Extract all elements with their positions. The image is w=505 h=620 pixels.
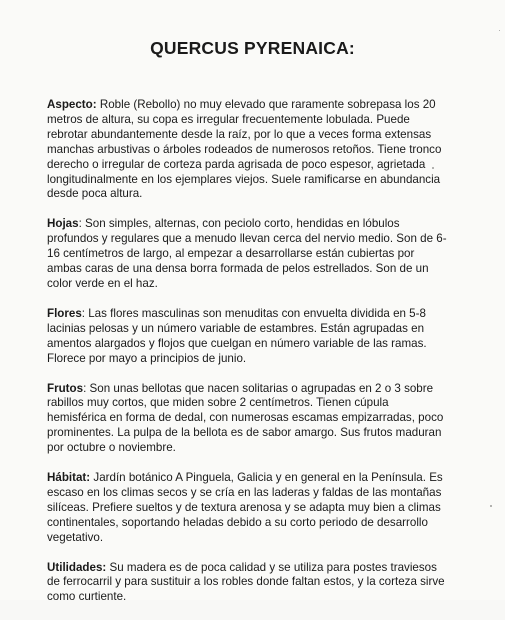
section-text-habitat: Jardín botánico A Pinguela, Galicia y en general en la Península. Es escaso en los climas secos y se cría en las laderas y faldas de las montañas silíceas. Prefiere sueltos y de textura arenosa y se adapta muy bien a climas continentales, soportando heladas debido a su corto periodo de desarrollo vegetativo. [47, 471, 443, 544]
section-text-frutos: : Son unas bellotas que nacen solitarias o agrupadas en 2 o 3 sobre rabillos muy cortos, que miden sobre 2 centímetros. Tienen cúpula hemisférica en forma de dedal, con numerosas escamas empizarradas, poco prominentes. La pulpa de la bellota es de sabor amargo. Sus frutos maduran por octubre o noviembre. [47, 381, 444, 455]
section-flores [47, 307, 447, 367]
document-title: QUERCUS PYRENAICA: [150, 38, 355, 58]
scan-speck [490, 505, 492, 507]
section-label-frutos: Frutos [47, 381, 84, 395]
document-body [47, 98, 447, 620]
section-label-hojas: Hojas [47, 217, 79, 231]
scan-speck [432, 167, 434, 169]
section-utilidades [47, 561, 447, 606]
section-habitat [47, 471, 447, 546]
section-text-flores: : Las flores masculinas son menuditas con envuelta dividida en 5-8 lacinias pelosas y un número variable de estambres. Están agrupadas en amentos alargados y flojos que cuelgan en número variable de las ramas. Florece por mayo a principios de junio. [47, 306, 427, 365]
section-label-flores: Flores [47, 306, 82, 320]
section-label-habitat: Hábitat: [47, 471, 91, 485]
section-frutos [47, 382, 447, 457]
section-hojas [47, 217, 447, 292]
section-label-aspecto: Aspecto: [47, 98, 97, 111]
section-text-aspecto: Roble (Rebollo) no muy elevado que raramente sobrepasa los 20 metros de altura, su copa es irregular frecuentemente lobulada. Puede rebrotar abundantemente desde la raíz, por lo que a veces forma extensas manchas arbustivas o árboles rodeados de numerosos retoños. Tiene tronco derecho o irregular de corteza parda agrisada de poco espesor, agrietada longitudinalmente en los ejemplares viejos. Suele ramificarse en abundancia desde poca altura. [47, 98, 442, 201]
scan-speck [499, 30, 500, 31]
section-text-utilidades: Su madera es de poca calidad y se utiliza para postes traviesos de ferrocarril y para sustituir a los robles donde faltan estos, y la corteza sirve como curtiente. [47, 560, 445, 604]
section-text-hojas: : Son simples, alternas, con peciolo corto, hendidas en lóbulos profundos y regulares que a menudo llevan cerca del nervio medio. Son de 6-16 centímetros de largo, al empezar a desarrollarse están cubiertas por ambas caras de una densa borra formada de pelos estrellados. Son de un color verde en el haz. [47, 217, 447, 290]
section-label-utilidades: Utilidades: [47, 560, 107, 574]
section-aspecto [47, 98, 447, 202]
